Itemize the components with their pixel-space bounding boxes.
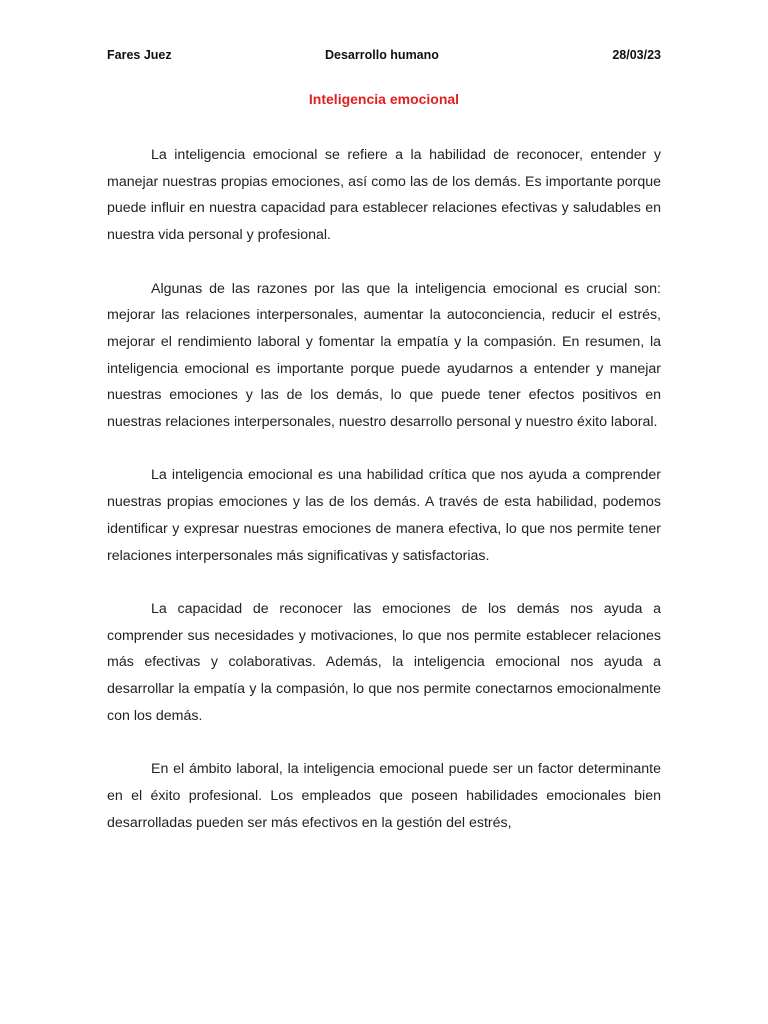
page-header bbox=[107, 48, 661, 66]
header-date: 28/03/23 bbox=[612, 48, 661, 62]
document-body bbox=[107, 142, 661, 863]
paragraph-4: La capacidad de reconocer las emociones de los demás nos ayuda a comprender sus necesidades y motivaciones, lo que nos permite establecer relaciones más efectivas y colaborativas. Además, la inteligencia emocional nos ayuda a desarrollar la empatía y la compasión, lo que nos permite conectarnos emocionalmente con los demás. bbox=[107, 600, 661, 724]
paragraph-1: La inteligencia emocional se refiere a la habilidad de reconocer, entender y manejar nuestras propias emociones, así como las de los demás. Es importante porque puede influir en nuestra capacidad para establecer relaciones efectivas y saludables en nuestra vida personal y profesional. bbox=[107, 147, 661, 244]
paragraph-2: Algunas de las razones por las que la inteligencia emocional es crucial son: mejorar las relaciones interpersonales, aumentar la autoconciencia, reducir el estrés, mejorar el rendimiento laboral y fomentar la empatía y la compasión. En resumen, la inteligencia emocional es importante porque puede ayudarnos a entender y manejar nuestras emociones y las de los demás, lo que puede tener efectos positivos en nuestras relaciones interpersonales, nuestro desarrollo personal y nuestro éxito laboral. bbox=[107, 280, 661, 431]
document-title: Inteligencia emocional bbox=[308, 91, 460, 107]
paragraph-3: La inteligencia emocional es una habilidad crítica que nos ayuda a comprender nuestras propias emociones y las de los demás. A través de esta habilidad, podemos identificar y expresar nuestras emociones de manera efectiva, lo que nos permite tener relaciones interpersonales más significativas y satisfactorias. bbox=[107, 467, 661, 564]
header-author: Fares Juez bbox=[107, 48, 172, 62]
paragraph-5: En el ámbito laboral, la inteligencia emocional puede ser un factor determinante en el éxito profesional. Los empleados que poseen habilidades emocionales bien desarrolladas pueden ser más efectivos en la gestión del estrés, bbox=[107, 761, 661, 831]
header-subject: Desarrollo humano bbox=[325, 48, 439, 62]
